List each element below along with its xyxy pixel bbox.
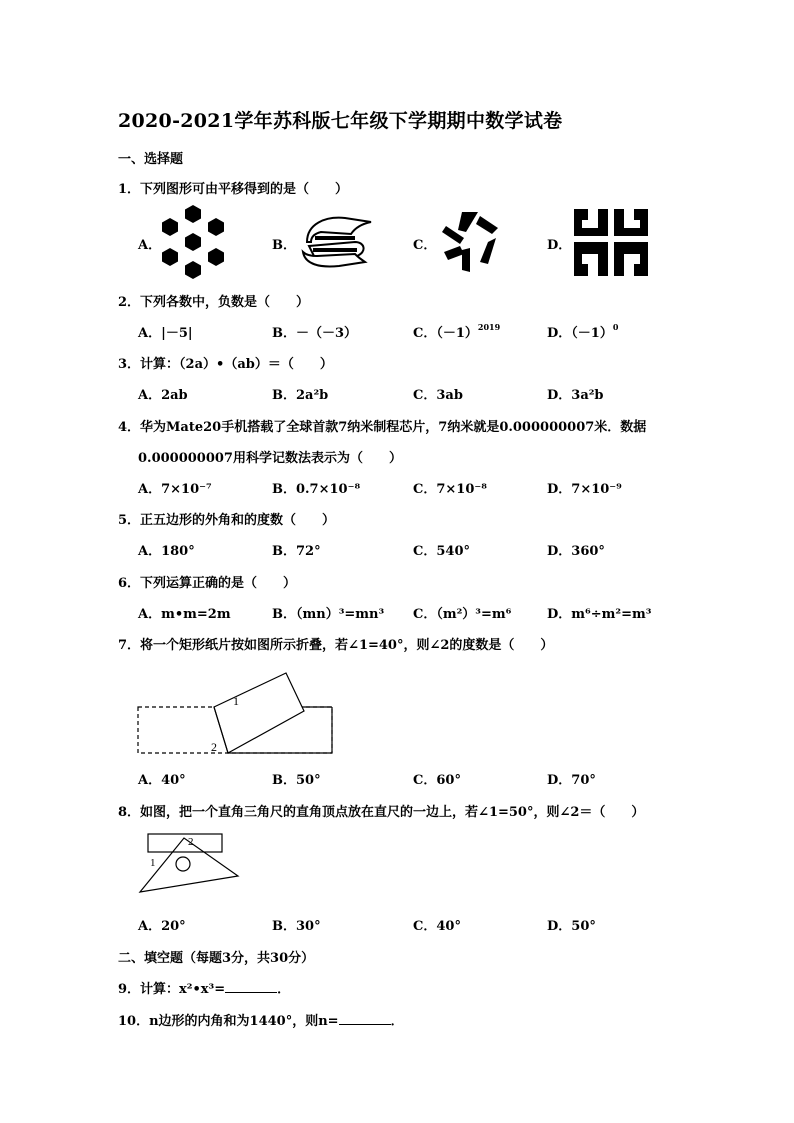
q5-option-d: D．360° bbox=[547, 544, 605, 559]
q1-option-d: D． bbox=[547, 238, 572, 253]
q3-option-b: B．2a²b bbox=[272, 388, 329, 403]
q10-answer-blank[interactable] bbox=[339, 1024, 391, 1025]
q7-option-c: C．60° bbox=[413, 773, 461, 788]
q1-option-b: B． bbox=[272, 238, 296, 253]
q8-angle-1-label: 1 bbox=[150, 857, 156, 869]
question-6-stem: 6．下列运算正确的是（ ） bbox=[118, 576, 297, 591]
question-2-stem: 2．下列各数中，负数是（ ） bbox=[118, 295, 310, 310]
q7-angle-1-label: 1 bbox=[233, 694, 239, 708]
q7-angle-2-label: 2 bbox=[211, 740, 217, 754]
q7-option-d: D．70° bbox=[547, 773, 596, 788]
q1-interlocked-bands-figure bbox=[295, 212, 375, 270]
question-9 bbox=[118, 978, 290, 997]
q4-option-b: B．0.7×10⁻⁸ bbox=[272, 482, 361, 497]
q1-symmetric-blocks-figure bbox=[571, 206, 651, 278]
question-10-stem: 10．n边形的内角和为1440°，则n= bbox=[118, 1014, 339, 1029]
q6-option-d: D．m⁶÷m²=m³ bbox=[547, 607, 652, 622]
q8-angle-2-label: 2 bbox=[188, 836, 194, 848]
q8-option-d: D．50° bbox=[547, 919, 596, 934]
q8-ruler-triangle-figure bbox=[136, 830, 242, 896]
q10-end-punct: ． bbox=[390, 1014, 404, 1029]
question-4-stem-line1: 4．华为Mate20手机搭载了全球首款7纳米制程芯片，7纳米就是0.000000007米．数据 bbox=[118, 420, 647, 435]
question-9-stem: 9．计算：x²•x³= bbox=[118, 982, 226, 997]
q4-option-a: A．7×10⁻⁷ bbox=[138, 482, 212, 497]
q7-option-b: B．50° bbox=[272, 773, 321, 788]
q1-hexagon-ring-figure bbox=[158, 203, 228, 281]
q8-option-c: C．40° bbox=[413, 919, 461, 934]
q8-option-b: B．30° bbox=[272, 919, 321, 934]
q3-option-d: D．3a²b bbox=[547, 388, 604, 403]
q5-option-c: C．540° bbox=[413, 544, 470, 559]
page-title: 2020-2021学年苏科版七年级下学期期中数学试卷 bbox=[118, 110, 563, 132]
q2-option-c-exponent: 2019 bbox=[477, 322, 501, 332]
q5-option-a: A．180° bbox=[138, 544, 195, 559]
q7-option-a: A．40° bbox=[138, 773, 186, 788]
q9-end-punct: ． bbox=[277, 982, 291, 997]
question-3-stem: 3．计算：（2a）•（ab）＝（ ） bbox=[118, 357, 333, 372]
q2-option-a: A．|－5| bbox=[138, 326, 193, 341]
q6-option-b: B．（mn）³=mn³ bbox=[272, 607, 385, 622]
q2-option-c bbox=[413, 322, 500, 341]
question-5-stem: 5．正五边形的外角和的度数（ ） bbox=[118, 513, 336, 528]
q1-option-a: A． bbox=[138, 238, 162, 253]
q4-option-d: D．7×10⁻⁹ bbox=[547, 482, 622, 497]
question-7-stem: 7．将一个矩形纸片按如图所示折叠，若∠1=40°，则∠2的度数是（ ） bbox=[118, 638, 554, 653]
q1-rotated-bars-figure bbox=[440, 208, 502, 276]
q1-option-c: C． bbox=[413, 238, 437, 253]
question-8-stem: 8．如图，把一个直角三角尺的直角顶点放在直尺的一边上，若∠1=50°，则∠2＝（ ） bbox=[118, 805, 645, 820]
q6-option-c: C．（m²）³=m⁶ bbox=[413, 607, 512, 622]
q9-answer-blank[interactable] bbox=[225, 992, 277, 993]
q3-option-c: C．3ab bbox=[413, 388, 463, 403]
q8-option-a: A．20° bbox=[138, 919, 186, 934]
q4-option-c: C．7×10⁻⁸ bbox=[413, 482, 487, 497]
q2-option-d bbox=[547, 322, 618, 341]
q2-option-c-base: C．（－1） bbox=[413, 326, 478, 341]
q7-folded-rectangle-figure bbox=[136, 665, 336, 759]
question-4-stem-line2: 0.000000007用科学记数法表示为（ ） bbox=[138, 451, 402, 466]
section-heading-choice: 一、选择题 bbox=[118, 152, 184, 167]
q6-option-a: A．m•m=2m bbox=[138, 607, 231, 622]
question-10 bbox=[118, 1010, 404, 1029]
q3-option-a: A．2ab bbox=[138, 388, 188, 403]
section-heading-fill-in: 二、填空题（每题3分，共30分） bbox=[118, 951, 315, 966]
q5-option-b: B．72° bbox=[272, 544, 321, 559]
question-1-stem: 1．下列图形可由平移得到的是（ ） bbox=[118, 182, 349, 197]
q2-option-d-base: D．（－1） bbox=[547, 326, 613, 341]
q2-option-b: B．－（－3） bbox=[272, 326, 358, 341]
q2-option-d-exponent: 0 bbox=[612, 322, 619, 332]
